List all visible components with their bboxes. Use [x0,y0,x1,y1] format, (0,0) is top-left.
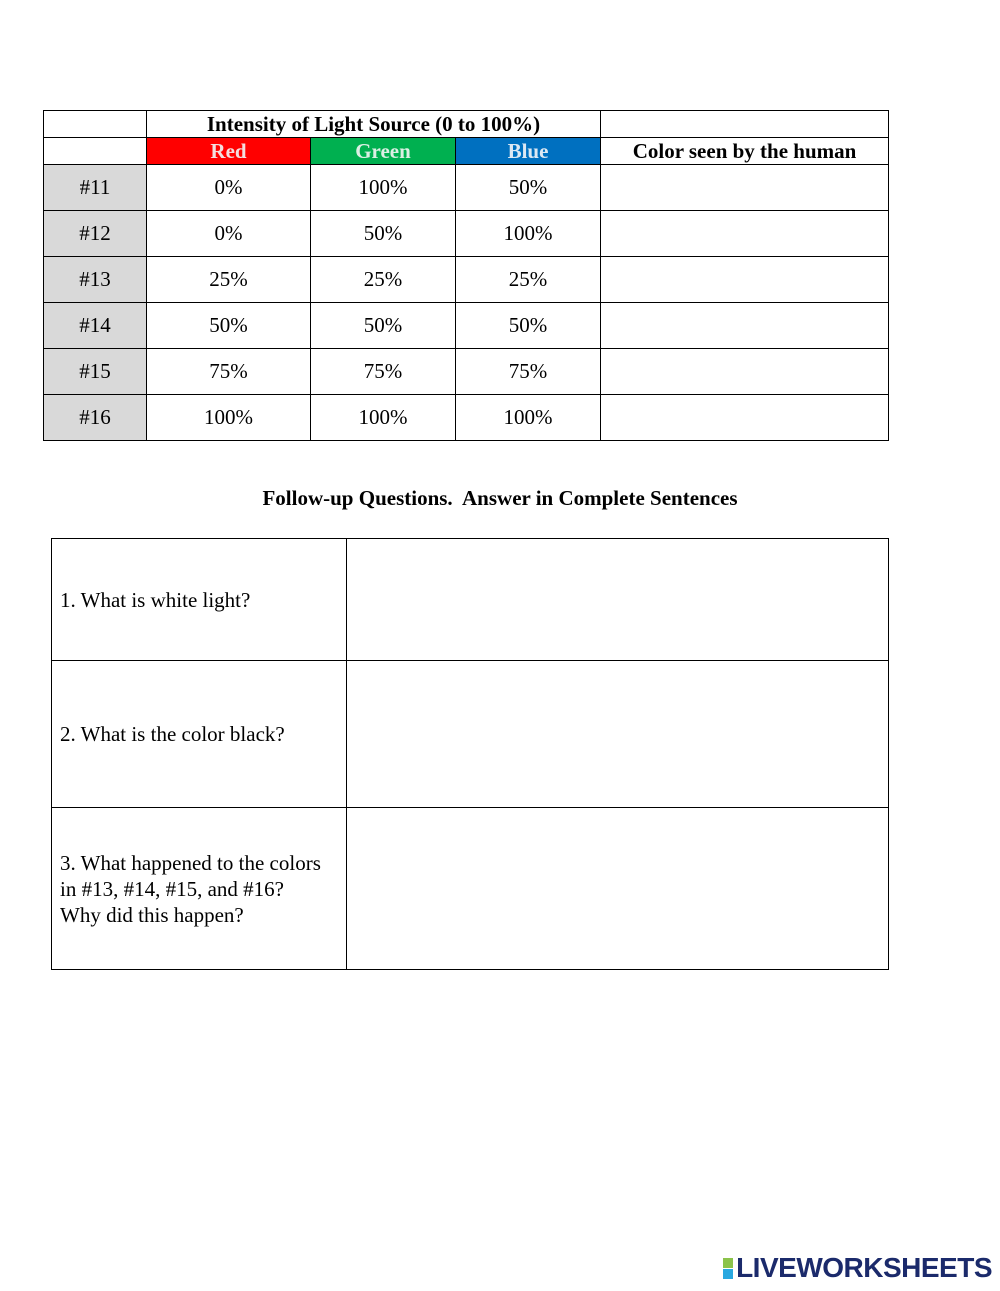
header-blank-cell [44,111,147,138]
intensity-group-header: Intensity of Light Source (0 to 100%) [147,111,601,138]
green-value: 50% [311,303,456,349]
table-row [44,395,889,441]
blue-value: 25% [456,257,601,303]
blue-value: 50% [456,165,601,211]
blue-value: 75% [456,349,601,395]
red-value: 0% [147,211,311,257]
green-value: 50% [311,211,456,257]
intensity-table [43,110,889,441]
answer-cell[interactable] [347,808,889,970]
table-row [44,211,889,257]
question-text: 1. What is white light? [52,539,347,661]
blue-value: 100% [456,395,601,441]
red-value: 0% [147,165,311,211]
row-label: #16 [44,395,147,441]
green-value: 100% [311,165,456,211]
header-row-columns [44,138,889,165]
green-value: 25% [311,257,456,303]
row-label: #11 [44,165,147,211]
row-label: #14 [44,303,147,349]
questions-table [51,538,889,970]
liveworksheets-logo-icon [723,1258,733,1279]
answer-cell[interactable] [347,539,889,661]
question-row [52,539,889,661]
blue-value: 50% [456,303,601,349]
color-seen-answer-cell[interactable] [601,395,889,441]
table-row [44,165,889,211]
question-row [52,661,889,808]
color-seen-answer-cell[interactable] [601,165,889,211]
table-row [44,257,889,303]
red-value: 100% [147,395,311,441]
red-value: 50% [147,303,311,349]
color-seen-answer-cell[interactable] [601,303,889,349]
color-seen-column-header: Color seen by the human [601,138,889,165]
green-value: 75% [311,349,456,395]
color-seen-answer-cell[interactable] [601,349,889,395]
row-label: #12 [44,211,147,257]
table-row [44,303,889,349]
question-text: 3. What happened to the colors in #13, #14, #15, and #16? Why did this happen? [52,808,347,970]
blue-column-header: Blue [456,138,601,165]
header-row-group [44,111,889,138]
table-row [44,349,889,395]
color-seen-answer-cell[interactable] [601,257,889,303]
followup-heading: Follow-up Questions. Answer in Complete Sentences [262,486,738,510]
header-blank-cell [44,138,147,165]
answer-cell[interactable] [347,661,889,808]
green-value: 100% [311,395,456,441]
question-text: 2. What is the color black? [52,661,347,808]
red-value: 25% [147,257,311,303]
liveworksheets-logo [723,1253,992,1283]
green-column-header: Green [311,138,456,165]
header-blank-cell [601,111,889,138]
question-row [52,808,889,970]
color-seen-answer-cell[interactable] [601,211,889,257]
logo-text: LIVEWORKSHEETS [736,1252,992,1283]
red-value: 75% [147,349,311,395]
blue-value: 100% [456,211,601,257]
red-column-header: Red [147,138,311,165]
row-label: #13 [44,257,147,303]
row-label: #15 [44,349,147,395]
